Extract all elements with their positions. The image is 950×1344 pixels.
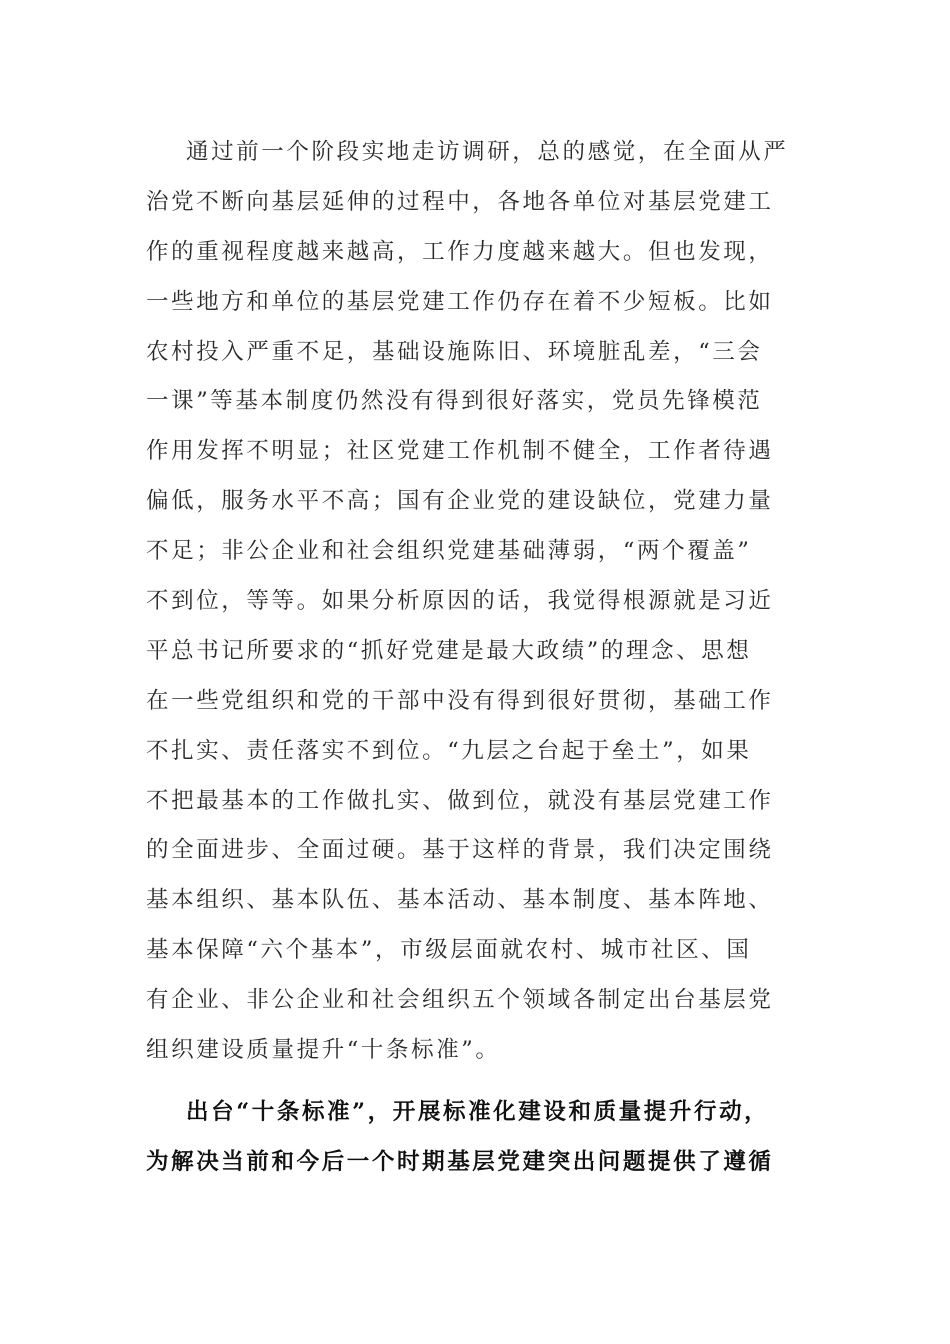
text-line: 一些地方和单位的基层党建工作仍存在着不少短板。比如 bbox=[146, 288, 774, 315]
text-line: 不到位，等等。如果分析原因的话，我觉得根源就是习近 bbox=[146, 588, 774, 615]
bold-paragraph bbox=[146, 1092, 808, 1192]
text-line: 一课”等基本制度仍然没有得到很好落实，党员先锋模范 bbox=[146, 388, 763, 415]
text-line: 的全面进步、全面过硬。基于这样的背景，我们决定围绕 bbox=[146, 837, 774, 864]
text-line: 基本保障“六个基本”，市级层面就农村、城市社区、国 bbox=[146, 937, 752, 964]
text-line: 不足；非公企业和社会组织党建基础薄弱，“两个覆盖” bbox=[146, 538, 752, 565]
text-line: 基本组织、基本队伍、基本活动、基本制度、基本阵地、 bbox=[146, 887, 774, 914]
text-line: 治党不断向基层延伸的过程中，各地各单位对基层党建工 bbox=[146, 188, 774, 215]
text-line: 通过前一个阶段实地走访调研，总的感觉，在全面从严 bbox=[186, 139, 789, 165]
text-line: 组织建设质量提升“十条标准”。 bbox=[146, 1037, 501, 1064]
text-line: 为解决当前和今后一个时期基层党建突出问题提供了遵循 bbox=[146, 1148, 774, 1175]
text-line: 作的重视程度越来越高，工作力度越来越大。但也发现， bbox=[146, 238, 774, 265]
text-line: 不扎实、责任落实不到位。“九层之台起于垒土”，如果 bbox=[146, 737, 752, 764]
text-line: 不把最基本的工作做扎实、做到位，就没有基层党建工作 bbox=[146, 787, 774, 814]
text-line: 作用发挥不明显；社区党建工作机制不健全，工作者待遇 bbox=[146, 438, 774, 465]
body-paragraph bbox=[146, 132, 808, 1080]
text-line: 在一些党组织和党的干部中没有得到很好贯彻，基础工作 bbox=[146, 687, 774, 714]
text-line: 偏低，服务水平不高；国有企业党的建设缺位，党建力量 bbox=[146, 488, 774, 515]
text-line: 出台“十条标准”，开展标准化建设和质量提升行动， bbox=[186, 1099, 770, 1125]
text-line: 农村投入严重不足，基础设施陈旧、环境脏乱差，“三会 bbox=[146, 338, 763, 365]
text-line: 平总书记所要求的“抓好党建是最大政绩”的理念、思想 bbox=[146, 637, 752, 664]
text-line: 有企业、非公企业和社会组织五个领域各制定出台基层党 bbox=[146, 987, 774, 1014]
